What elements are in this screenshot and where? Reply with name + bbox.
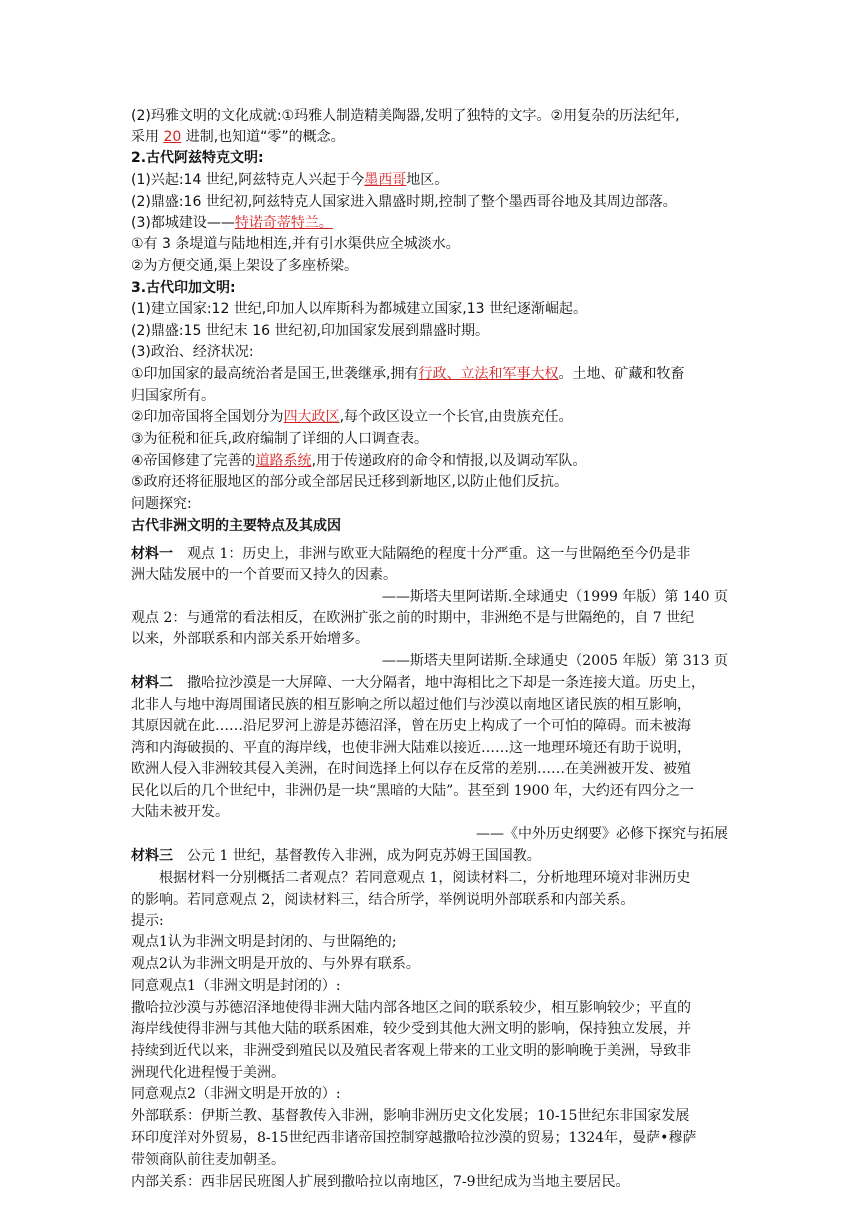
answer-blank: 道路系统: [255, 453, 312, 469]
answer-blank: 20: [163, 129, 182, 145]
answer-blank: 行政、立法和军事大权: [418, 366, 559, 382]
inca-founding: (1)建立国家:12 世纪,印加人以库斯科为都城建立国家,13 世纪逐渐崛起。: [131, 301, 587, 317]
material-2-line: 湾和内海破损的、平直的海岸线，也使非洲大陆难以接近……这一地理环境还有助于说明，: [131, 740, 691, 756]
material-2-line: 北非人与地中海周围诸民族的相互影响之所以超过他们与沙漠以南地区诸民族的相互影响，: [131, 697, 691, 713]
section-heading-inca: 3.古代印加文明:: [131, 280, 236, 296]
aztec-point-1: ①有 3 条堤道与陆地相连,并有引水渠供应全城淡水。: [131, 236, 460, 252]
inquiry-title: 古代非洲文明的主要特点及其成因: [131, 518, 341, 534]
hint-answer-line: 内部关系：西非居民班图人扩展到撒哈拉以南地区，7-9世纪成为当地主要居民。: [131, 1174, 630, 1190]
inca-point-2: ②印加帝国将全国划分为四大政区,每个政区设立一个长官,由贵族充任。: [131, 409, 573, 425]
inca-point-5: ⑤政府还将征服地区的部分或全部居民迁移到新地区,以防止他们反抗。: [131, 474, 568, 490]
material-1-view-2: 观点 2：与通常的看法相反，在欧洲扩张之前的时期中，非洲绝不是与世隔绝的，自 7 世纪: [131, 610, 695, 626]
aztec-rise: (1)兴起:14 世纪,阿兹特克人兴起于今墨西哥地区。: [131, 172, 449, 188]
hint-answer-line: 海岸线使得非洲与其他大陆的联系困难，较少受到其他大洲文明的影响，保持独立发展，并: [131, 1021, 691, 1037]
citation: ——《中外历史纲要》必修下探究与拓展: [476, 826, 728, 842]
material-3-line: 材料三 公元 1 世纪，基督教传入非洲，成为阿克苏姆王国国教。: [131, 848, 541, 864]
hint-answer-line: 带领商队前往麦加朝圣。: [131, 1152, 285, 1168]
material-2-line: 其原因就在此……沿尼罗河上游是苏德沼泽，曾在历史上构成了一个可怕的障碍。而未被海: [131, 718, 691, 734]
material-2-line: 欧洲人侵入非洲较其侵入美洲，在时间选择上何以存在反常的差别……在美洲被开发、被殖: [131, 761, 691, 777]
inca-point-1-cont: 归国家所有。: [131, 388, 215, 404]
hint-view-2: 观点2认为非洲文明是开放的、与外界有联系。: [131, 956, 420, 972]
material-label: 材料二: [131, 675, 173, 691]
material-1-line: 洲大陆发展中的一个首要而又持久的因素。: [131, 567, 397, 583]
inca-point-3: ③为征税和征兵,政府编制了详细的人口调查表。: [131, 431, 428, 447]
material-label: 材料三: [131, 848, 173, 864]
answer-blank: 四大政区: [283, 409, 340, 425]
maya-culture-line: (2)玛雅文明的文化成就:①玛雅人制造精美陶器,发明了独特的文字。②用复杂的历法纪年,: [131, 108, 680, 124]
inca-politics: (3)政治、经济状况:: [131, 344, 254, 360]
question-line: 的影响。若同意观点 2，阅读材料三，结合所学，举例说明外部联系和内部关系。: [131, 892, 635, 908]
hint-answer-line: 洲现代化进程慢于美洲。: [131, 1065, 285, 1081]
inquiry-label: 问题探究:: [131, 496, 192, 512]
hint-agree-2: 同意观点2（非洲文明是开放的）:: [131, 1086, 341, 1102]
hint-answer-line: 外部联系：伊斯兰教、基督教传入非洲，影响非洲历史文化发展；10-15世纪东非国家发展: [131, 1108, 690, 1124]
answer-blank: 特诺奇蒂特兰。: [234, 215, 333, 231]
answer-blank: 墨西哥: [364, 172, 407, 188]
hint-label: 提示:: [131, 913, 164, 929]
citation: ——斯塔夫里阿诺斯.全球通史（1999 年版）第 140 页: [381, 589, 728, 605]
hint-answer-line: 撒哈拉沙漠与苏德沼泽地使得非洲大陆内部各地区之间的联系较少，相互影响较少；平直的: [131, 1000, 691, 1016]
aztec-peak: (2)鼎盛:16 世纪初,阿兹特克人国家进入鼎盛时期,控制了整个墨西哥谷地及其周边部落。: [131, 194, 677, 210]
section-heading-aztec: 2.古代阿兹特克文明:: [131, 150, 264, 166]
question-line: 根据材料一分别概括二者观点？若同意观点 1，阅读材料二，分析地理环境对非洲历史: [131, 870, 691, 886]
hint-agree-1: 同意观点1（非洲文明是封闭的）:: [131, 978, 341, 994]
material-1-view-2: 以来，外部联系和内部关系开始增多。: [131, 631, 369, 647]
citation: ——斯塔夫里阿诺斯.全球通史（2005 年版）第 313 页: [381, 653, 728, 669]
material-2-line: 材料二 撒哈拉沙漠是一大屏障、一大分隔者，地中海相比之下却是一条连接大道。历史上，: [131, 675, 705, 691]
material-1-line: 材料一 观点 1：历史上，非洲与欧亚大陆隔绝的程度十分严重。这一与世隔绝至今仍是非: [131, 546, 691, 562]
material-label: 材料一: [131, 546, 173, 562]
maya-culture-line-2: 采用 20 进制,也知道“零”的概念。: [131, 129, 345, 145]
aztec-point-2: ②为方便交通,渠上架设了多座桥梁。: [131, 258, 359, 274]
inca-point-4: ④帝国修建了完善的道路系统,用于传递政府的命令和情报,以及调动军队。: [131, 453, 587, 469]
aztec-capital: (3)都城建设——特诺奇蒂特兰。: [131, 215, 333, 231]
hint-answer-line: 环印度洋对外贸易，8-15世纪西非诸帝国控制穿越撒哈拉沙漠的贸易；1324年，曼萨•穆萨: [131, 1130, 697, 1146]
hint-view-1: 观点1认为非洲文明是封闭的、与世隔绝的;: [131, 934, 397, 950]
hint-answer-line: 持续到近代以来，非洲受到殖民以及殖民者客观上带来的工业文明的影响晚于美洲，导致非: [131, 1043, 691, 1059]
inca-peak: (2)鼎盛:15 世纪末 16 世纪初,印加国家发展到鼎盛时期。: [131, 323, 489, 339]
material-2-line: 民化以后的几个世纪中，非洲仍是一块“黑暗的大陆”。甚至到 1900 年，大约还有四分之一: [131, 783, 694, 799]
inca-point-1: ①印加国家的最高统治者是国王,世袭继承,拥有行政、立法和军事大权。土地、矿藏和牧畜: [131, 366, 685, 382]
material-2-line: 大陆未被开发。: [131, 804, 229, 820]
